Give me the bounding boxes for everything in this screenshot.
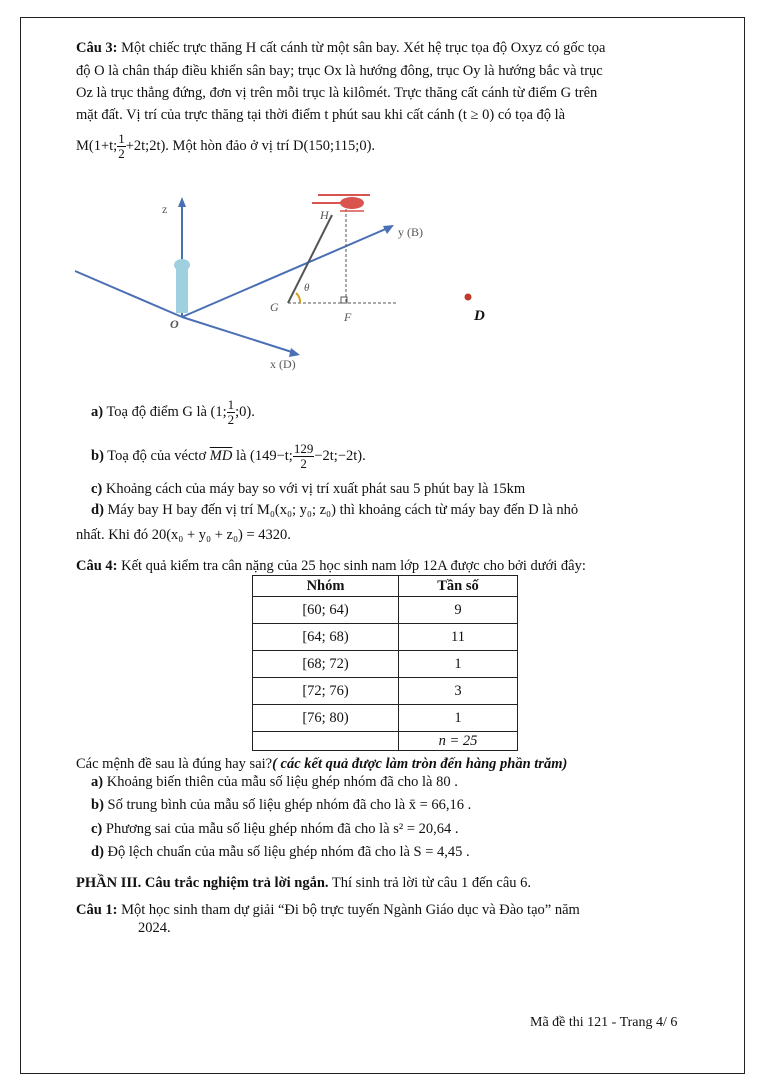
f-label: F bbox=[344, 310, 352, 324]
z-axis-label: z bbox=[162, 202, 168, 216]
q3-line1 bbox=[76, 37, 605, 59]
q4-c-text: Phương sai của mẫu số liệu ghép nhóm đã cho là s² = 20,64 . bbox=[102, 821, 459, 837]
h-label: H bbox=[320, 208, 329, 222]
q3-a bbox=[91, 398, 255, 427]
part3-title: PHẦN III. Câu trắc nghiệm trả lời ngắn. bbox=[76, 875, 329, 891]
part3-text: Thí sinh trả lời từ câu 1 đến câu 6. bbox=[328, 875, 532, 891]
q3-a-fraction bbox=[227, 398, 236, 427]
q4-c-label: c) bbox=[91, 821, 103, 837]
point-d-marker bbox=[465, 294, 472, 301]
q3-d-text: Máy bay H bay đến vị trí M₀(x₀; y₀; z₀) thì khoảng cách từ máy bay đến D là nhỏ bbox=[103, 502, 579, 518]
o-label: O bbox=[170, 317, 179, 331]
q3-a-label: a) bbox=[91, 404, 104, 420]
frequency-cell: 11 bbox=[399, 624, 518, 651]
m-formula-suffix: +2t;2t). Một hòn đảo ở vị trí D(150;115;0). bbox=[125, 138, 376, 154]
q3-c-label: c) bbox=[91, 481, 103, 497]
q3-b-fraction bbox=[293, 442, 315, 471]
table-header-row bbox=[253, 576, 518, 597]
frequency-cell: 3 bbox=[399, 678, 518, 705]
frequency-cell: 1 bbox=[399, 705, 518, 732]
q4-d bbox=[91, 841, 470, 863]
angle-arc bbox=[296, 293, 300, 303]
m-formula-prefix: M(1+t; bbox=[76, 138, 118, 154]
x-axis bbox=[182, 317, 295, 353]
group-cell: [60; 64) bbox=[253, 597, 399, 624]
q4-label: Câu 4: bbox=[76, 558, 118, 574]
q4-d-text: Độ lệch chuẩn của mẫu số liệu ghép nhóm đã cho là S = 4,45 . bbox=[103, 844, 470, 860]
q3-b-fraction-den: 2 bbox=[300, 456, 307, 472]
q3-line5 bbox=[76, 132, 375, 161]
q3-b bbox=[91, 442, 366, 471]
q3-d-line1 bbox=[91, 499, 578, 521]
q3-d-label: d) bbox=[91, 502, 104, 518]
q4-a bbox=[91, 771, 458, 793]
q3-a-text: Toạ độ điểm G là (1; bbox=[103, 404, 227, 420]
q3-b-tail: −2t;−2t). bbox=[314, 448, 366, 464]
q3-a-fraction-den: 2 bbox=[227, 412, 235, 428]
q3-text-1: Một chiếc trực thăng H cất cánh từ một sân bay. Xét hệ trục tọa độ Oxyz có gốc tọa bbox=[117, 40, 606, 56]
q4-a-text: Khoảng biến thiên của mẫu số liệu ghép nhóm đã cho là 80 . bbox=[103, 774, 458, 790]
frequency-table bbox=[252, 575, 518, 751]
flight-path bbox=[288, 215, 332, 303]
part3-heading bbox=[76, 872, 531, 894]
q1-line2: 2024. bbox=[138, 920, 171, 936]
q3-d-line2: nhất. Khi đó 20(x₀ + y₀ + z₀) = 4320. bbox=[76, 527, 291, 543]
m-fraction-den: 2 bbox=[118, 146, 125, 162]
tower-top bbox=[174, 259, 190, 271]
q4-d-label: d) bbox=[91, 844, 104, 860]
q1-text: Một học sinh tham dự giải “Đi bộ trực tuyến Ngành Giáo dục và Đào tạo” năm bbox=[117, 902, 580, 918]
y-axis bbox=[182, 228, 388, 317]
q4-text: Kết quả kiểm tra cân nặng của 25 học sinh nam lớp 12A được cho bởi dưới đây: bbox=[117, 558, 586, 574]
table-row bbox=[253, 651, 518, 678]
frequency-cell: 9 bbox=[399, 597, 518, 624]
q3-label: Câu 3: bbox=[76, 40, 118, 56]
total-cell: n = 25 bbox=[399, 732, 518, 751]
q3-line2: độ O là chân tháp điều khiển sân bay; trục Ox là hướng đông, trục Oy là hướng bắc và trục bbox=[76, 63, 603, 79]
q3-c-text: Khoảng cách của máy bay so với vị trí xuất phát sau 5 phút bay là 15km bbox=[102, 481, 526, 497]
back-axis bbox=[75, 271, 182, 317]
table-row bbox=[253, 678, 518, 705]
q3-line3: Oz là trục thẳng đứng, đơn vị trên mỗi trục là kilômét. Trực thăng cất cánh từ điểm G trên bbox=[76, 85, 598, 101]
q3-b-label: b) bbox=[91, 448, 104, 464]
q3-a-tail: ;0). bbox=[235, 404, 255, 420]
q4-prompt-note: ( các kết quả được làm tròn đến hàng phần trăm) bbox=[272, 756, 568, 772]
q1-label: Câu 1: bbox=[76, 902, 118, 918]
table-row bbox=[253, 705, 518, 732]
x-axis-arrow bbox=[289, 348, 300, 357]
helicopter-figure bbox=[70, 185, 510, 375]
m-fraction-num: 1 bbox=[118, 131, 125, 147]
theta-label: θ bbox=[304, 282, 310, 294]
q3-b-text: Toạ độ của véctơ bbox=[103, 448, 210, 464]
group-cell: [72; 76) bbox=[253, 678, 399, 705]
group-cell: [68; 72) bbox=[253, 651, 399, 678]
header-group: Nhóm bbox=[253, 576, 399, 597]
q4-line1 bbox=[76, 555, 586, 577]
q4-b-label: b) bbox=[91, 797, 104, 813]
d-label: D bbox=[474, 308, 485, 324]
z-axis-arrow bbox=[178, 197, 186, 207]
empty-cell bbox=[253, 732, 399, 751]
group-cell: [64; 68) bbox=[253, 624, 399, 651]
frequency-cell: 1 bbox=[399, 651, 518, 678]
q4-b-text: Số trung bình của mẫu số liệu ghép nhóm đã cho là x̄ = 66,16 . bbox=[103, 797, 472, 813]
table-total-row bbox=[253, 732, 518, 751]
page-footer: Mã đề thi 121 - Trang 4/ 6 bbox=[530, 1015, 678, 1030]
q3-c bbox=[91, 478, 525, 500]
y-axis-label: y (B) bbox=[398, 225, 423, 239]
table-row bbox=[253, 624, 518, 651]
group-cell: [76; 80) bbox=[253, 705, 399, 732]
q3-line4: mặt đất. Vị trí của trực thăng tại thời điểm t phút sau khi cất cánh (t ≥ 0) có tọa độ là bbox=[76, 107, 566, 123]
md-vector: $\overline{MD}$ bbox=[209, 448, 233, 464]
q4-b bbox=[91, 794, 471, 816]
q4-c bbox=[91, 818, 459, 840]
q3-b-fraction-num: 129 bbox=[293, 441, 314, 457]
g-label: G bbox=[270, 300, 279, 314]
m-fraction bbox=[117, 132, 126, 161]
q4-prompt-text: Các mệnh đề sau là đúng hay sai? bbox=[76, 756, 273, 772]
q4-a-label: a) bbox=[91, 774, 104, 790]
table-row bbox=[253, 597, 518, 624]
q3-a-fraction-num: 1 bbox=[227, 397, 235, 413]
q3-b-mid: là (149−t; bbox=[232, 448, 293, 464]
x-axis-label: x (D) bbox=[270, 357, 296, 371]
header-frequency: Tần số bbox=[399, 576, 518, 597]
